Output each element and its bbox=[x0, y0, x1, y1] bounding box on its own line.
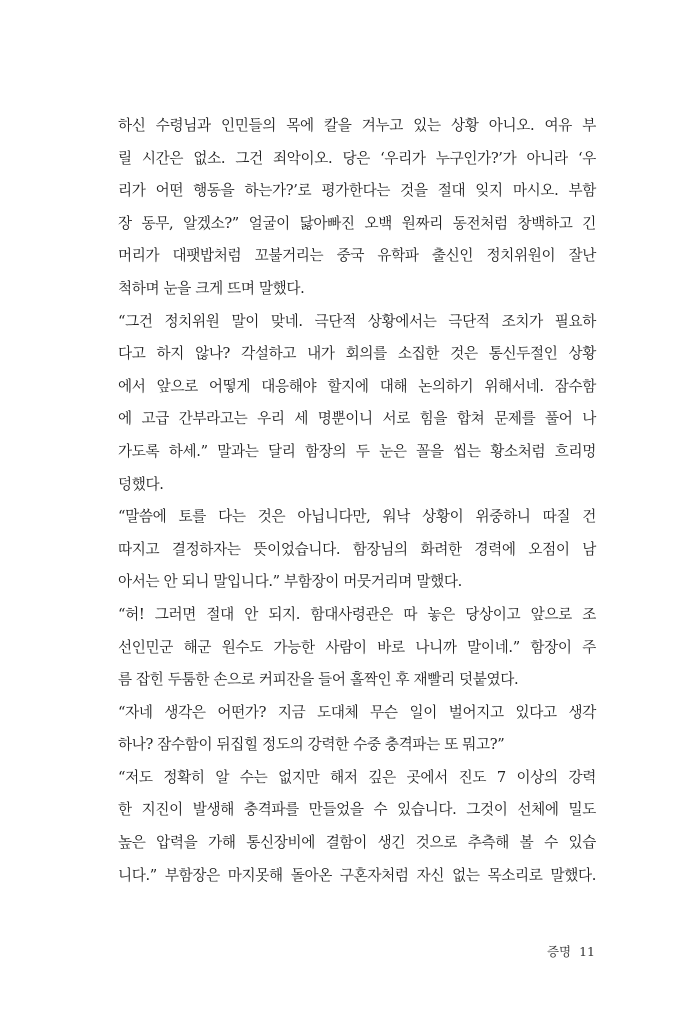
paragraph bbox=[118, 599, 596, 697]
page-body bbox=[118, 110, 596, 892]
text-line: 릴 시간은 없소. 그건 죄악이오. 당은 ‘우리가 누구인가?’가 아니라 ‘우 bbox=[118, 149, 596, 167]
text-line: 다고 하지 않나? 각설하고 내가 회의를 소집한 것은 통신두절인 상황 bbox=[118, 345, 596, 363]
paragraph bbox=[118, 762, 596, 892]
text-line: 선인민군 해군 원수도 가능한 사람이 바로 나니까 말이네.” 함장이 주 bbox=[118, 638, 596, 656]
paragraph bbox=[118, 110, 596, 306]
paragraph bbox=[118, 697, 596, 762]
text-line: 에 고급 간부라고는 우리 세 명뿐이니 서로 힘을 합쳐 문제를 풀어 나 bbox=[118, 410, 596, 428]
running-title: 증명 bbox=[546, 944, 572, 959]
page-number: 11 bbox=[579, 944, 595, 959]
text-line: “저도 정확히 알 수는 없지만 해저 깊은 곳에서 진도 7 이상의 강력 bbox=[118, 768, 596, 786]
text-line: 하신 수령님과 인민들의 목에 칼을 겨누고 있는 상황 아니오. 여유 부 bbox=[118, 117, 596, 134]
text-line: 따지고 결정하자는 뜻이었습니다. 함장님의 화려한 경력에 오점이 남 bbox=[118, 540, 596, 558]
text-line: 한 지진이 발생해 충격파를 만들었을 수 있습니다. 그것이 선체에 밀도 bbox=[118, 801, 596, 819]
text-line: 에서 앞으로 어떻게 대응해야 할지에 대해 논의하기 위해서네. 잠수함 bbox=[118, 377, 596, 395]
text-line: 높은 압력을 가해 통신장비에 결함이 생긴 것으로 추측해 볼 수 있습 bbox=[118, 834, 596, 852]
paragraph bbox=[118, 306, 596, 502]
text-line: 머리가 대팻밥처럼 꼬불거리는 중국 유학파 출신인 정치위원이 잘난 bbox=[118, 247, 596, 265]
text-line: 리가 어떤 행동을 하는가?’로 평가한다는 것을 절대 잊지 마시오. 부함 bbox=[118, 182, 596, 200]
paragraph bbox=[118, 501, 596, 599]
page-footer bbox=[547, 942, 595, 960]
text-line: “그건 정치위원 말이 맞네. 극단적 상황에서는 극단적 조치가 필요하 bbox=[118, 312, 596, 330]
text-line: 장 동무, 알겠소?” 얼굴이 닳아빠진 오백 원짜리 동전처럼 창백하고 긴 bbox=[118, 214, 596, 232]
text-line: “허! 그러면 절대 안 되지. 함대사령관은 따 놓은 당상이고 앞으로 조 bbox=[118, 605, 596, 623]
text-line: 니다.” 부함장은 마지못해 돌아온 구혼자처럼 자신 없는 목소리로 말했다. bbox=[118, 866, 596, 884]
text-line: 가도록 하세.” 말과는 달리 함장의 두 눈은 꼴을 씹는 황소처럼 흐리멍 bbox=[118, 442, 596, 460]
text-line: 하나? 잠수함이 뒤집힐 정도의 강력한 수중 충격파는 또 뭐고?” bbox=[118, 736, 505, 754]
text-line: 아서는 안 되니 말입니다.” 부함장이 머뭇거리며 말했다. bbox=[118, 573, 462, 591]
text-line: 름 잡힌 두툼한 손으로 커피잔을 들어 홀짝인 후 재빨리 덧붙였다. bbox=[118, 671, 519, 689]
text-line: “자네 생각은 어떤가? 지금 도대체 무슨 일이 벌어지고 있다고 생각 bbox=[118, 703, 596, 721]
text-line: “말씀에 토를 다는 것은 아닙니다만, 워낙 상황이 위중하니 따질 건 bbox=[118, 508, 596, 526]
text-line: 척하며 눈을 크게 뜨며 말했다. bbox=[118, 279, 305, 297]
text-line: 덩했다. bbox=[118, 475, 164, 493]
